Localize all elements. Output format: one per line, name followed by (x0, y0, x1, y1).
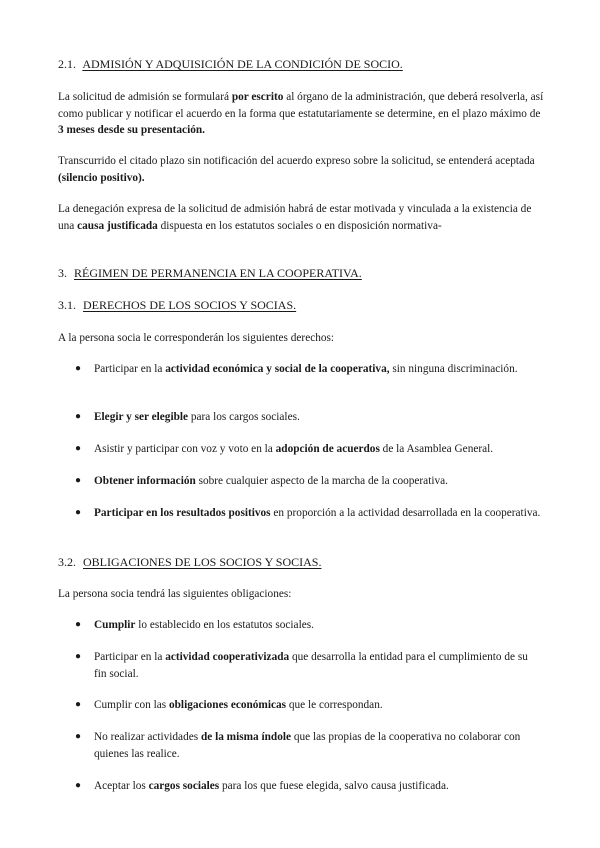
list-item-text (94, 473, 542, 490)
bold-text-run: Obtener información (94, 475, 196, 487)
bold-text-run: (silencio positivo). (58, 171, 145, 184)
bold-text-run: Participar en los resultados positivos (94, 507, 271, 519)
list-item-text (94, 361, 542, 378)
text-run: Participar en la (94, 651, 166, 663)
section-number: 3. (58, 266, 67, 280)
bold-text-run: obligaciones económicas (169, 699, 287, 711)
section-number: 3.2. (58, 555, 76, 569)
text-run: Transcurrido el citado plazo sin notificación del acuerdo expreso sobre la solicitud, se entenderá aceptada (58, 155, 535, 167)
bullet-icon: ● (75, 780, 82, 791)
paragraph-rights-intro: A la persona socia le corresponderán los siguientes derechos: (58, 332, 335, 344)
bullet-icon: ● (75, 411, 82, 422)
bold-text-run: por escrito (231, 91, 284, 103)
bold-text-run: 3 meses desde su presentación. (58, 124, 205, 136)
paragraph-denial (58, 201, 544, 234)
text-run: La denegación expresa de la solicitud de admisión habrá de estar motivada y vinculada a la existencia de una (58, 203, 532, 232)
text-run: al órgano de la administración, que deberá resolverla, así como publicar y notificar el acuerdo en la forma que estatutariamente se determine, en el plazo máximo de (58, 91, 544, 120)
list-item-text (94, 505, 542, 522)
bullet-icon: ● (75, 731, 82, 742)
section-heading-3 (58, 265, 362, 282)
list-item-text (94, 617, 542, 634)
text-run: para los que fuese elegida, salvo causa justificada. (219, 780, 449, 792)
text-run: sin ninguna discriminación. (389, 363, 518, 375)
bold-text-run: causa justificada (77, 219, 158, 232)
text-run: para los cargos sociales. (188, 411, 300, 423)
text-run: No realizar actividades (94, 731, 201, 743)
bold-text-run: Elegir y ser elegible (94, 411, 189, 423)
section-title: RÉGIMEN DE PERMANENCIA EN LA COOPERATIVA. (74, 266, 362, 280)
text-run: en proporción a la actividad desarrollada en la cooperativa. (270, 507, 541, 519)
list-item-text (94, 778, 542, 795)
section-heading-3-2 (58, 554, 321, 571)
section-number: 3.1. (58, 298, 76, 312)
text-run: Cumplir con las (94, 699, 169, 711)
bullet-icon: ● (75, 699, 82, 710)
list-item-text (94, 441, 542, 458)
section-title: DERECHOS DE LOS SOCIOS Y SOCIAS. (83, 298, 297, 312)
paragraph-admission-request (58, 89, 544, 139)
text-run: de la Asamblea General. (379, 443, 494, 455)
list-item-text (94, 409, 542, 426)
text-run: Asistir y participar con voz y voto en la (94, 443, 276, 455)
text-run: sobre cualquier aspecto de la marcha de la cooperativa. (195, 475, 448, 487)
list-item-text (94, 697, 542, 714)
bold-text-run: Cumplir (94, 619, 136, 631)
bullet-icon: ● (75, 475, 82, 486)
section-heading-3-1 (58, 297, 296, 314)
bold-text-run: actividad económica y social de la cooperativa, (165, 363, 390, 375)
section-title: OBLIGACIONES DE LOS SOCIOS Y SOCIAS. (83, 555, 322, 569)
list-item-text (94, 649, 542, 682)
section-title: ADMISIÓN Y ADQUISICIÓN DE LA CONDICIÓN DE SOCIO. (82, 57, 403, 71)
bold-text-run: adopción de acuerdos (275, 443, 380, 455)
bold-text-run: cargos sociales (148, 780, 220, 792)
text-run: Aceptar los (94, 780, 149, 792)
text-run: dispuesta en los estatutos sociales o en disposición normativa- (157, 219, 442, 232)
text-run: que le correspondan. (286, 699, 383, 711)
list-item-text (94, 729, 542, 762)
text-run: La solicitud de admisión se formulará (58, 91, 232, 103)
bullet-icon: ● (75, 619, 82, 630)
bold-text-run: de la misma índole (200, 731, 292, 743)
bullet-icon: ● (75, 443, 82, 454)
bold-text-run: actividad cooperativizada (165, 651, 290, 663)
text-run: que las propias de la cooperativa no colaborar con quienes las realice. (94, 731, 521, 760)
bullet-icon: ● (75, 651, 82, 662)
section-number: 2.1. (58, 57, 76, 71)
paragraph-obligations-intro: La persona socia tendrá las siguientes obligaciones: (58, 588, 292, 600)
text-run: lo establecido en los estatutos sociales. (135, 619, 314, 631)
text-run: Participar en la (94, 363, 166, 375)
bullet-icon: ● (75, 507, 82, 518)
text-run: que desarrolla la entidad para el cumplimiento de su fin social. (94, 651, 528, 680)
paragraph-positive-silence (58, 153, 544, 186)
bullet-icon: ● (75, 363, 82, 374)
section-heading-2-1 (58, 56, 403, 73)
